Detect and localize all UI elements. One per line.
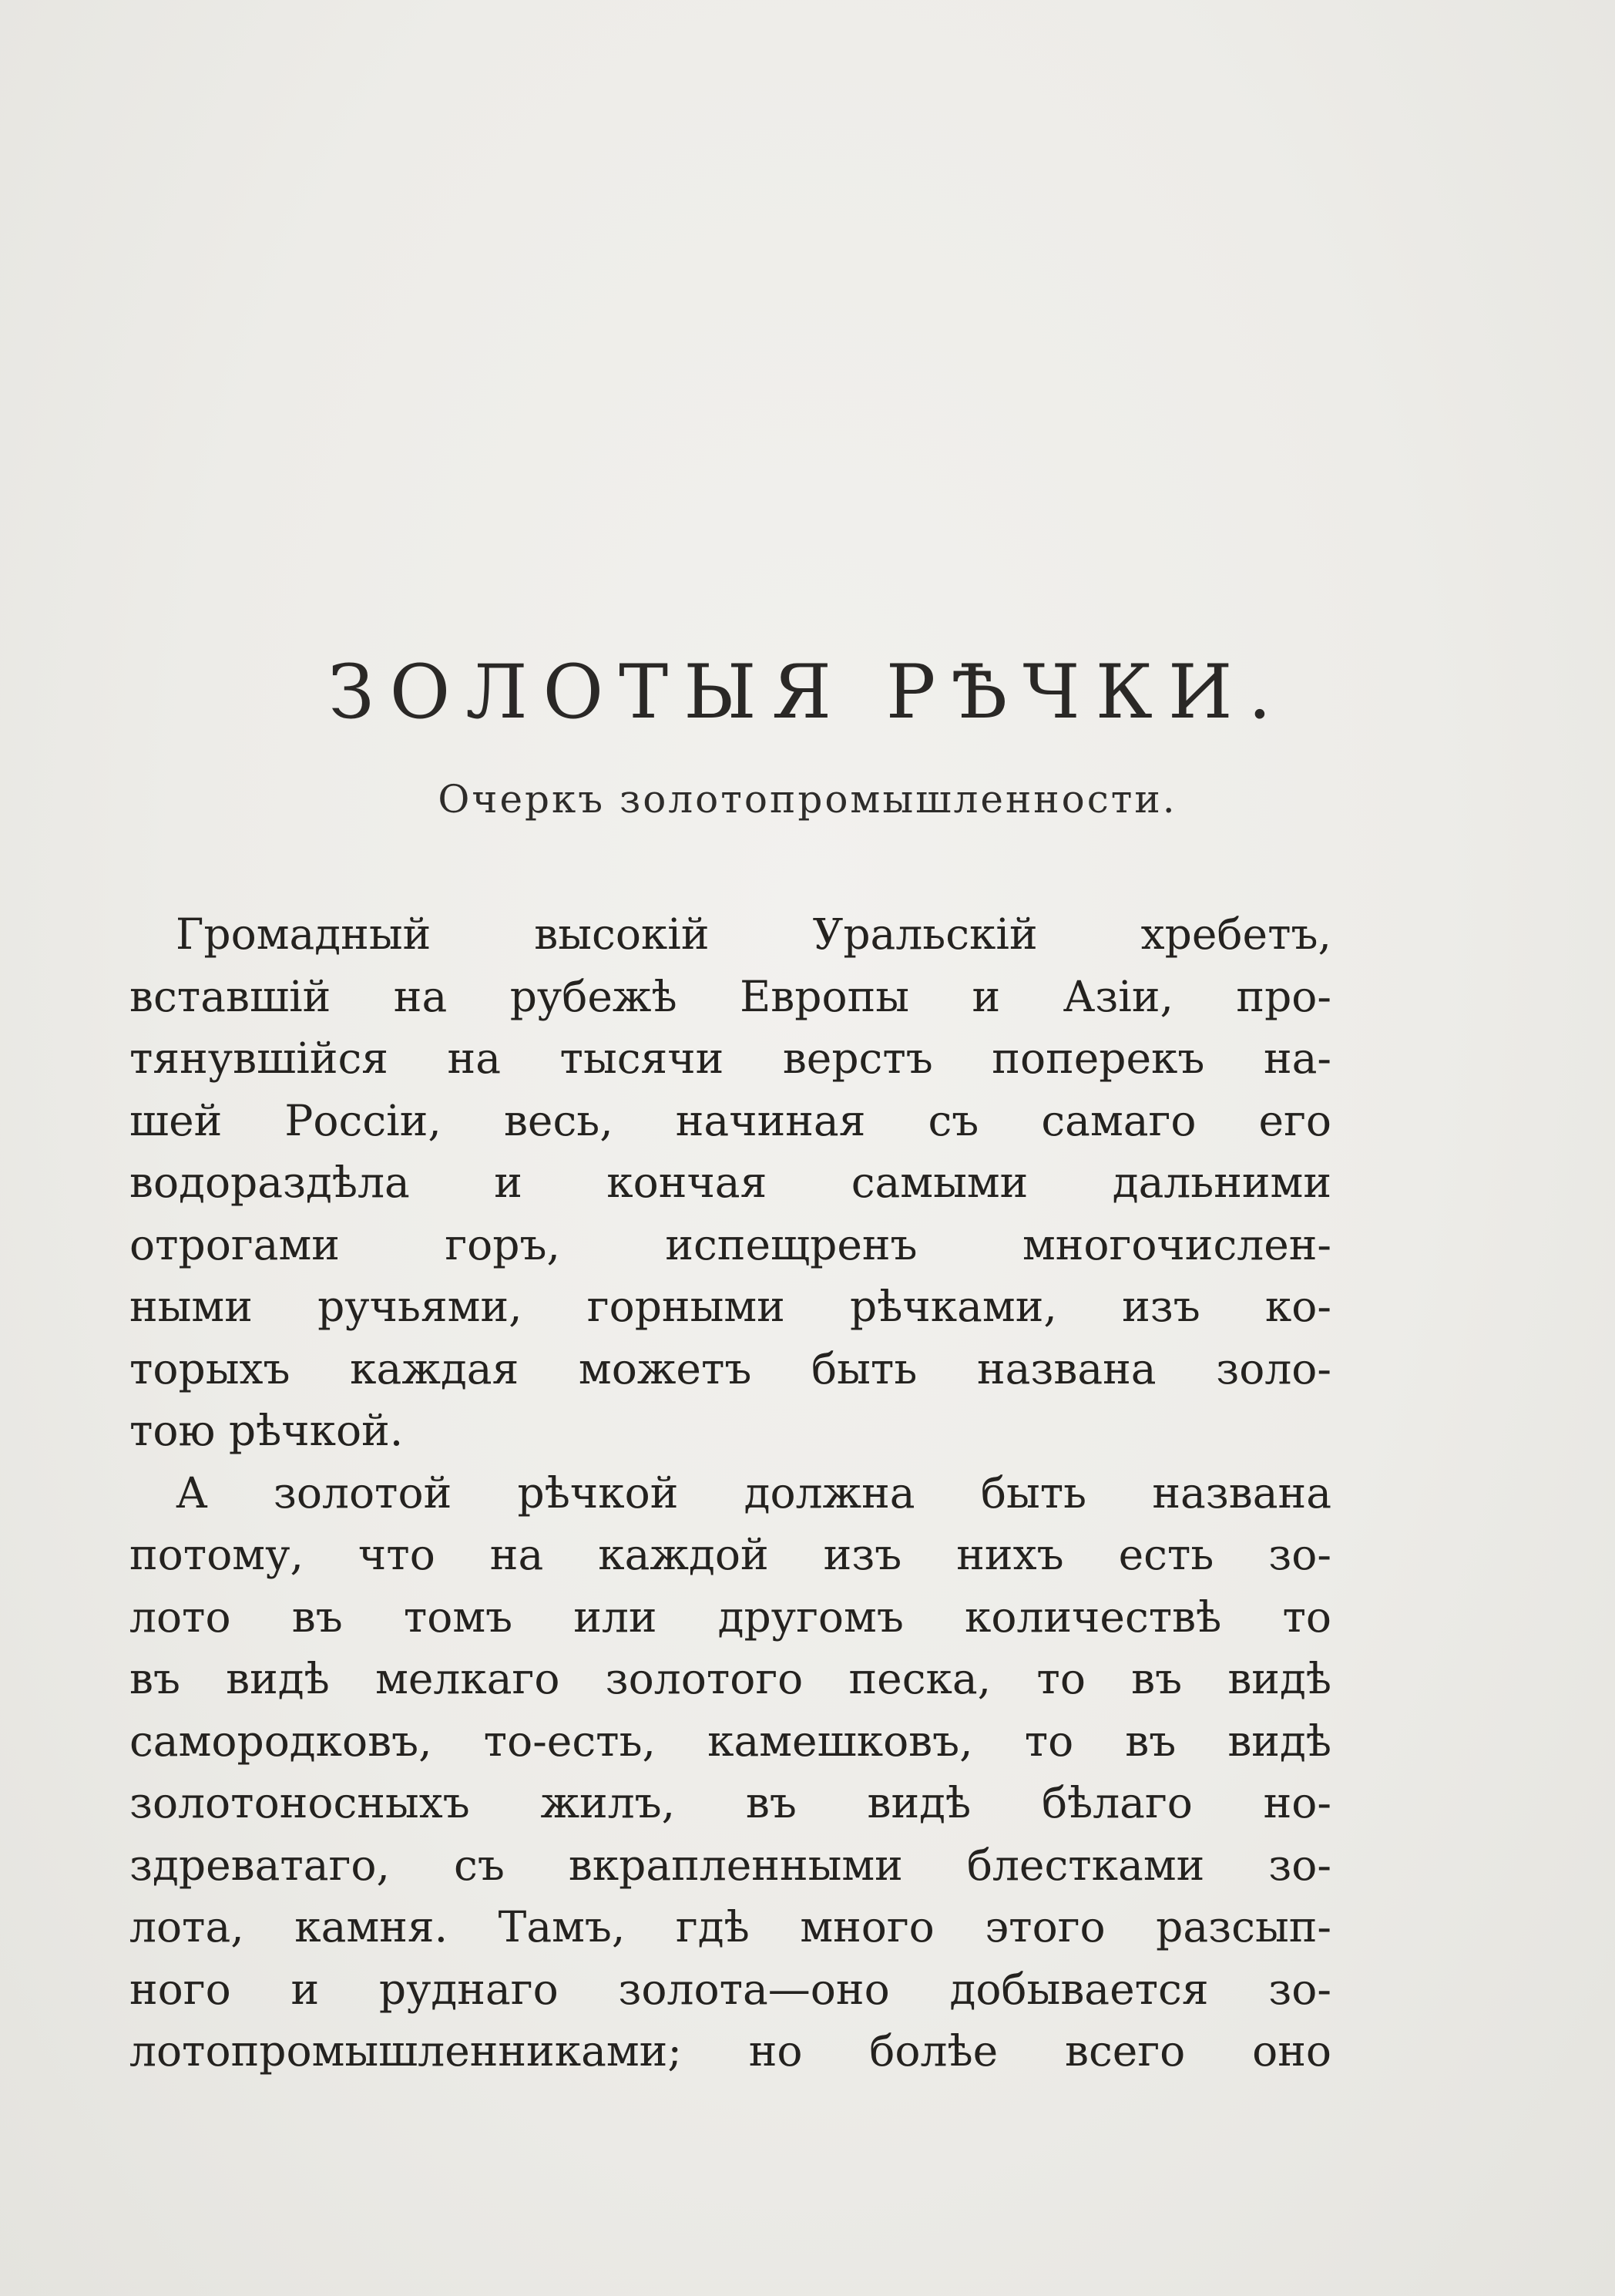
text-line: здреватаго, съ вкрапленными блестками зо- [129,1840,1331,1890]
text-line: лота, камня. Тамъ, гдѣ много этого разсып- [129,1902,1331,1951]
text-line: тою рѣчкой. [129,1406,404,1455]
text-line: золотоносныхъ жилъ, въ видѣ бѣлаго но- [129,1778,1331,1827]
text-line: шей Россіи, весь, начиная съ самаго его [129,1095,1331,1145]
text-line: А золотой рѣчкой должна быть названа [176,1467,1331,1518]
text-line: ного и руднаго золота—оно добывается зо- [129,1964,1331,2014]
text-line: ными ручьями, горными рѣчками, изъ ко- [129,1282,1331,1331]
text-line: потому, что на каждой изъ нихъ есть зо- [129,1530,1331,1579]
text-line: лото въ томъ или другомъ количествѣ то [129,1592,1331,1642]
text-line: самородковъ, то-есть, камешковъ, то въ видѣ [129,1716,1331,1766]
text-line: отрогами горъ, испещренъ многочислен- [129,1219,1331,1269]
text-line: лотопромышленниками; но болѣе всего оно [129,2026,1331,2076]
body-text [129,903,1331,2083]
text-line: торыхъ каждая можетъ быть названа золо- [129,1343,1331,1393]
chapter-subtitle: Очеркъ золотопромышленности. [438,777,1177,822]
text-line: водораздѣла и кончая самыми дальними [129,1158,1331,1207]
chapter-title: ЗОЛОТЫЯ РѢЧКИ. [327,649,1288,735]
text-line: вставшій на рубежѣ Европы и Азіи, про- [129,971,1331,1021]
text-line: тянувшійся на тысячи верстъ поперекъ на- [129,1034,1331,1083]
text-line: въ видѣ мелкаго золотого песка, то въ видѣ [129,1654,1331,1703]
text-line: Громадный высокій Уральскій хребетъ, [176,909,1331,959]
